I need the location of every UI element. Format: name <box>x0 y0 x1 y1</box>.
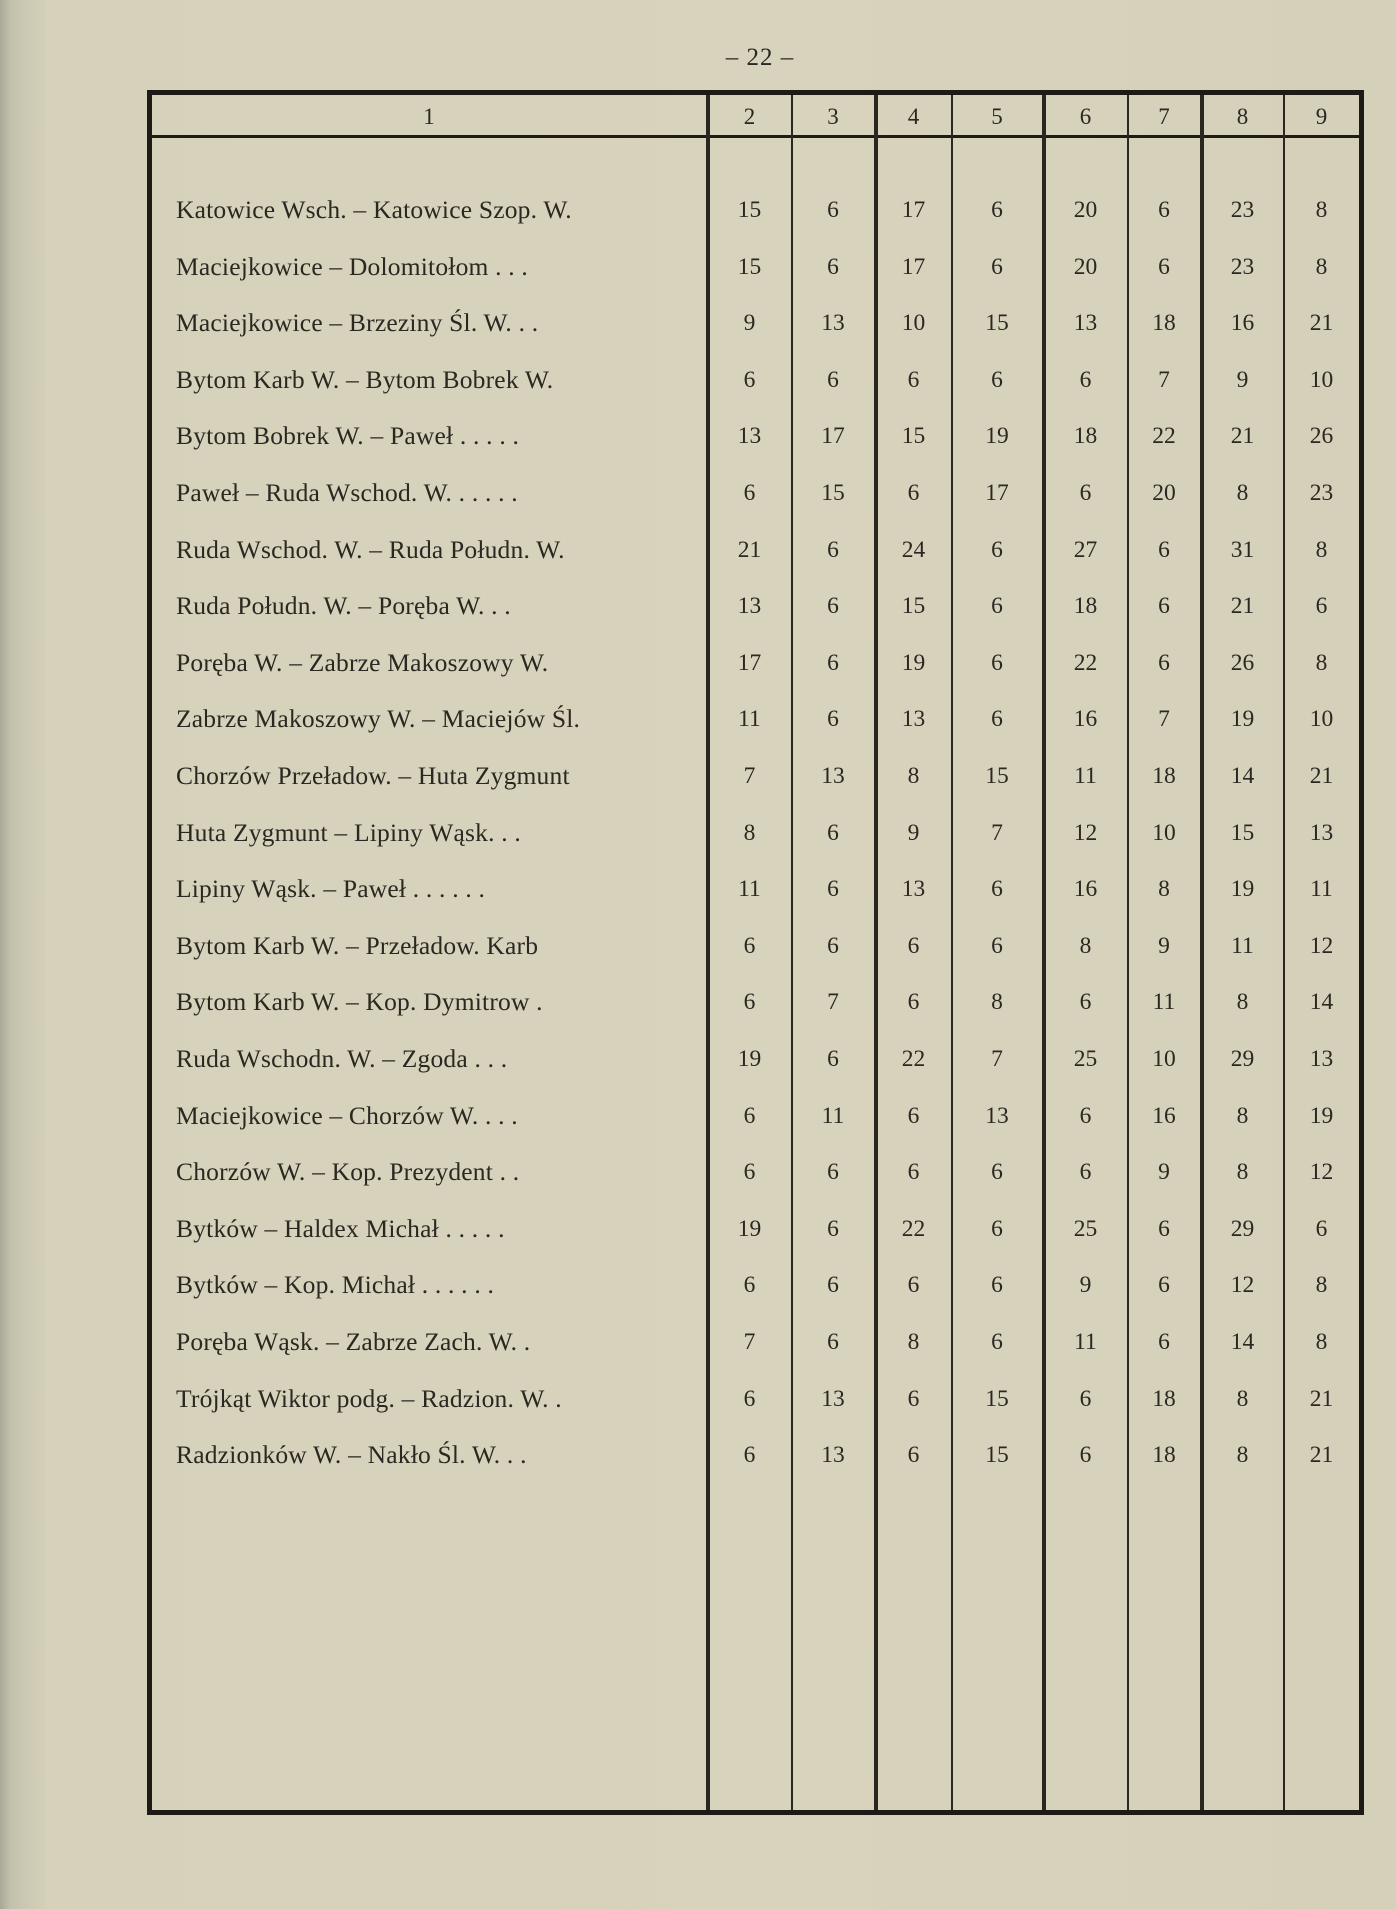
value-col-9: 26 <box>1309 423 1334 450</box>
table-row <box>152 635 1359 691</box>
value-col-5: 6 <box>991 1215 1003 1242</box>
value-col-9: 10 <box>1309 366 1334 393</box>
header-col-6: 6 <box>1079 104 1092 129</box>
route-name: Bytom Karb W. – Bytom Bobrek W. <box>176 364 554 394</box>
value-col-8: 12 <box>1230 1272 1255 1299</box>
route-name: Maciejkowice – Dolomitołom . . . <box>176 251 529 281</box>
header-col-5: 5 <box>991 104 1003 129</box>
value-col-3: 11 <box>821 1102 845 1129</box>
value-col-8: 8 <box>1236 1385 1249 1412</box>
value-col-7: 7 <box>1158 366 1170 393</box>
value-col-9: 8 <box>1315 536 1328 563</box>
table-row <box>152 918 1359 974</box>
value-col-9: 21 <box>1309 1442 1334 1469</box>
value-col-5: 6 <box>991 536 1003 563</box>
value-col-7: 6 <box>1158 253 1170 280</box>
value-col-4: 6 <box>907 480 920 506</box>
value-col-2: 15 <box>737 253 762 280</box>
value-col-6: 11 <box>1074 763 1097 789</box>
header-col-8: 8 <box>1236 104 1249 129</box>
value-col-9: 21 <box>1309 763 1334 789</box>
value-col-3: 7 <box>827 989 839 1016</box>
value-col-3: 15 <box>821 480 845 506</box>
value-col-4: 9 <box>907 819 920 846</box>
value-col-5: 6 <box>991 1329 1003 1355</box>
value-col-6: 6 <box>1079 1159 1092 1186</box>
value-col-5: 7 <box>991 1046 1003 1072</box>
value-col-6: 6 <box>1079 1102 1092 1129</box>
table-row <box>152 861 1359 917</box>
value-col-4: 6 <box>907 932 920 959</box>
value-col-8: 15 <box>1230 819 1255 846</box>
value-col-3: 6 <box>827 253 839 280</box>
value-col-8: 11 <box>1231 932 1254 959</box>
value-col-7: 6 <box>1158 593 1170 620</box>
table-row <box>152 578 1359 634</box>
table-row <box>152 352 1359 408</box>
value-col-7: 6 <box>1158 536 1170 563</box>
value-col-4: 6 <box>907 366 920 393</box>
value-col-2: 6 <box>743 366 756 393</box>
table-row <box>152 239 1359 295</box>
value-col-7: 22 <box>1152 423 1176 450</box>
value-col-8: 23 <box>1230 253 1255 280</box>
value-col-2: 6 <box>743 1159 756 1186</box>
header-col-3: 3 <box>827 104 839 129</box>
value-col-3: 13 <box>821 1442 845 1469</box>
value-col-4: 6 <box>907 1442 920 1469</box>
value-col-5: 6 <box>991 593 1003 620</box>
value-col-4: 19 <box>901 649 926 676</box>
value-col-9: 6 <box>1315 593 1328 620</box>
table-row <box>152 974 1359 1030</box>
value-col-9: 19 <box>1309 1102 1334 1129</box>
value-col-7: 18 <box>1152 763 1176 789</box>
value-col-5: 6 <box>991 706 1003 733</box>
value-col-7: 6 <box>1158 1272 1170 1299</box>
value-col-6: 12 <box>1073 819 1098 846</box>
value-col-6: 6 <box>1079 1442 1092 1469</box>
route-name: Maciejkowice – Brzeziny Śl. W. . . <box>176 308 539 338</box>
value-col-7: 10 <box>1152 819 1176 846</box>
value-col-2: 19 <box>737 1046 762 1072</box>
route-name: Ruda Połudn. W. – Poręba W. . . <box>176 591 511 621</box>
value-col-5: 17 <box>985 480 1009 506</box>
value-col-9: 13 <box>1309 1046 1334 1072</box>
value-col-2: 19 <box>737 1215 762 1242</box>
value-col-3: 6 <box>827 1272 839 1299</box>
value-col-8: 8 <box>1236 1442 1249 1469</box>
table-row <box>152 465 1359 521</box>
table-row <box>152 408 1359 464</box>
value-col-8: 26 <box>1230 649 1255 676</box>
value-col-4: 22 <box>901 1215 926 1242</box>
value-col-7: 7 <box>1158 706 1170 733</box>
value-col-9: 23 <box>1309 480 1334 506</box>
value-col-7: 11 <box>1152 989 1176 1016</box>
route-name: Katowice Wsch. – Katowice Szop. W. <box>176 195 572 224</box>
route-name: Maciejkowice – Chorzów W. . . . <box>176 1100 518 1130</box>
value-col-2: 8 <box>743 819 756 846</box>
value-col-5: 6 <box>991 1272 1003 1299</box>
value-col-2: 21 <box>737 536 762 563</box>
value-col-5: 6 <box>991 1159 1003 1186</box>
value-col-2: 13 <box>737 593 762 620</box>
value-col-5: 19 <box>985 423 1009 450</box>
route-name: Bytom Bobrek W. – Paweł . . . . . <box>176 421 520 451</box>
value-col-7: 18 <box>1152 310 1176 337</box>
value-col-2: 17 <box>737 649 762 676</box>
value-col-4: 15 <box>901 423 926 450</box>
value-col-3: 17 <box>821 423 845 450</box>
header-divider <box>152 135 1359 138</box>
value-col-2: 15 <box>737 197 762 223</box>
value-col-4: 6 <box>907 1159 920 1186</box>
value-col-3: 6 <box>827 1215 839 1242</box>
value-col-9: 8 <box>1315 1272 1328 1299</box>
value-col-2: 6 <box>743 989 756 1016</box>
value-col-3: 13 <box>821 1385 845 1412</box>
value-col-8: 23 <box>1230 197 1255 223</box>
value-col-6: 18 <box>1073 593 1098 620</box>
value-col-3: 6 <box>827 197 839 223</box>
page-number: – 22 – <box>725 44 795 71</box>
value-col-7: 18 <box>1152 1442 1176 1469</box>
value-col-8: 8 <box>1236 1159 1249 1186</box>
value-col-4: 24 <box>901 536 926 563</box>
value-col-6: 6 <box>1079 480 1092 506</box>
table-row <box>152 805 1359 861</box>
value-col-4: 22 <box>901 1046 926 1072</box>
route-name: Poręba W. – Zabrze Makoszowy W. <box>176 647 549 677</box>
value-col-2: 11 <box>738 706 761 733</box>
table-row <box>152 1088 1359 1144</box>
route-name: Chorzów W. – Kop. Prezydent . . <box>176 1157 520 1187</box>
route-name: Chorzów Przeładow. – Huta Zygmunt <box>176 761 570 790</box>
value-col-5: 15 <box>985 310 1009 337</box>
value-col-4: 10 <box>901 310 926 337</box>
value-col-9: 12 <box>1309 1159 1334 1186</box>
table-row <box>152 1257 1359 1313</box>
value-col-8: 31 <box>1230 536 1255 563</box>
value-col-8: 29 <box>1230 1215 1255 1242</box>
value-col-7: 6 <box>1158 1329 1170 1355</box>
value-col-8: 14 <box>1230 1329 1255 1355</box>
value-col-9: 12 <box>1309 932 1334 959</box>
value-col-7: 18 <box>1152 1385 1176 1412</box>
value-col-6: 6 <box>1079 1385 1092 1412</box>
table-row <box>152 748 1359 804</box>
value-col-6: 27 <box>1073 536 1098 563</box>
value-col-2: 13 <box>737 423 762 450</box>
header-col-1: 1 <box>423 104 435 129</box>
route-name: Bytom Karb W. – Przeładow. Karb <box>176 930 539 960</box>
value-col-5: 8 <box>991 989 1003 1016</box>
value-col-2: 9 <box>743 310 756 337</box>
value-col-2: 6 <box>743 1385 756 1412</box>
value-col-8: 21 <box>1230 593 1255 620</box>
value-col-3: 6 <box>827 819 839 846</box>
table-row <box>152 1427 1359 1483</box>
value-col-4: 6 <box>907 1385 920 1412</box>
value-col-7: 10 <box>1152 1046 1176 1072</box>
value-col-4: 8 <box>907 1329 920 1355</box>
value-col-6: 9 <box>1079 1272 1092 1299</box>
value-col-9: 8 <box>1315 649 1328 676</box>
value-col-4: 6 <box>907 989 920 1016</box>
value-col-9: 8 <box>1315 253 1328 280</box>
value-col-2: 6 <box>743 1442 756 1469</box>
value-col-2: 7 <box>743 763 756 789</box>
value-col-3: 6 <box>827 932 839 959</box>
value-col-6: 6 <box>1079 989 1092 1016</box>
value-col-6: 18 <box>1073 423 1098 450</box>
value-col-6: 25 <box>1073 1215 1098 1242</box>
table-row <box>152 1144 1359 1200</box>
value-col-5: 15 <box>985 1385 1009 1412</box>
value-col-9: 6 <box>1315 1215 1328 1242</box>
value-col-8: 16 <box>1230 310 1255 337</box>
value-col-6: 16 <box>1073 706 1098 733</box>
value-col-8: 8 <box>1236 1102 1249 1129</box>
value-col-6: 22 <box>1073 649 1098 676</box>
value-col-7: 6 <box>1158 197 1170 223</box>
header-col-7: 7 <box>1158 104 1170 129</box>
route-name: Paweł – Ruda Wschod. W. . . . . . <box>176 478 518 507</box>
value-col-5: 7 <box>991 819 1003 846</box>
value-col-8: 19 <box>1230 706 1255 733</box>
value-col-4: 8 <box>907 763 920 789</box>
route-name: Ruda Wschod. W. – Ruda Połudn. W. <box>176 534 565 564</box>
value-col-6: 25 <box>1073 1046 1098 1072</box>
value-col-6: 13 <box>1073 310 1098 337</box>
value-col-3: 13 <box>821 310 845 337</box>
header-col-9: 9 <box>1315 104 1328 129</box>
value-col-6: 20 <box>1073 197 1098 223</box>
value-col-4: 13 <box>901 706 926 733</box>
value-col-5: 13 <box>985 1102 1009 1129</box>
value-col-5: 6 <box>991 197 1003 223</box>
value-col-2: 7 <box>743 1329 756 1355</box>
value-col-9: 21 <box>1309 310 1334 337</box>
route-name: Bytków – Haldex Michał . . . . . <box>176 1213 505 1243</box>
value-col-5: 6 <box>991 649 1003 676</box>
value-col-7: 8 <box>1158 876 1170 903</box>
value-col-3: 6 <box>827 593 839 620</box>
table-row <box>152 1031 1359 1087</box>
value-col-5: 6 <box>991 876 1003 903</box>
value-col-9: 13 <box>1309 819 1334 846</box>
value-col-4: 17 <box>901 253 926 280</box>
route-name: Trójkąt Wiktor podg. – Radzion. W. . <box>176 1383 562 1413</box>
value-col-9: 11 <box>1310 876 1333 903</box>
value-col-4: 6 <box>907 1102 920 1129</box>
table-row <box>152 1314 1359 1370</box>
value-col-2: 11 <box>738 876 761 903</box>
value-col-6: 20 <box>1073 253 1098 280</box>
value-col-3: 6 <box>827 536 839 563</box>
value-col-5: 6 <box>991 366 1003 393</box>
value-col-6: 8 <box>1079 932 1092 959</box>
header-col-2: 2 <box>743 104 756 129</box>
value-col-4: 13 <box>901 876 926 903</box>
table-row <box>152 691 1359 747</box>
value-col-3: 6 <box>827 1159 839 1186</box>
value-col-8: 8 <box>1236 989 1249 1016</box>
value-col-6: 11 <box>1074 1329 1097 1355</box>
value-col-3: 6 <box>827 1329 839 1355</box>
value-col-8: 9 <box>1236 366 1249 393</box>
route-name: Bytom Karb W. – Kop. Dymitrow . <box>176 987 543 1017</box>
route-name: Bytków – Kop. Michał . . . . . . <box>176 1270 495 1300</box>
table-row <box>152 522 1359 578</box>
value-col-3: 13 <box>821 763 845 789</box>
value-col-4: 15 <box>901 593 926 620</box>
value-col-7: 6 <box>1158 1215 1170 1242</box>
header-col-4: 4 <box>907 104 920 129</box>
route-name: Poręba Wąsk. – Zabrze Zach. W. . <box>176 1327 531 1356</box>
value-col-8: 19 <box>1230 876 1255 903</box>
value-col-2: 6 <box>743 1272 756 1299</box>
value-col-5: 6 <box>991 253 1003 280</box>
value-col-9: 14 <box>1309 989 1334 1016</box>
value-col-3: 6 <box>827 706 839 733</box>
book-binding-edge <box>0 0 46 1909</box>
value-col-3: 6 <box>827 366 839 393</box>
route-name: Radzionków W. – Nakło Śl. W. . . <box>176 1440 527 1470</box>
value-col-9: 21 <box>1309 1385 1334 1412</box>
table-row <box>152 1371 1359 1427</box>
value-col-7: 6 <box>1158 649 1170 676</box>
value-col-5: 15 <box>985 1442 1009 1469</box>
value-col-7: 9 <box>1158 932 1170 959</box>
value-col-8: 21 <box>1230 423 1255 450</box>
value-col-2: 6 <box>743 932 756 959</box>
value-col-7: 20 <box>1152 480 1176 506</box>
route-name: Ruda Wschodn. W. – Zgoda . . . <box>176 1044 508 1073</box>
value-col-7: 9 <box>1158 1159 1170 1186</box>
value-col-4: 6 <box>907 1272 920 1299</box>
route-name: Zabrze Makoszowy W. – Maciejów Śl. <box>176 704 581 734</box>
value-col-4: 17 <box>901 197 926 223</box>
table-row <box>152 182 1359 238</box>
value-col-3: 6 <box>827 1046 839 1072</box>
value-col-7: 16 <box>1152 1102 1176 1129</box>
value-col-3: 6 <box>827 649 839 676</box>
value-col-5: 15 <box>985 763 1009 789</box>
value-col-9: 8 <box>1315 197 1328 223</box>
value-col-2: 6 <box>743 1102 756 1129</box>
table-row <box>152 295 1359 351</box>
value-col-3: 6 <box>827 876 839 903</box>
route-name: Lipiny Wąsk. – Paweł . . . . . . <box>176 874 486 904</box>
value-col-5: 6 <box>991 932 1003 959</box>
value-col-6: 6 <box>1079 366 1092 393</box>
table-row <box>152 1201 1359 1257</box>
value-col-6: 16 <box>1073 876 1098 903</box>
route-name: Huta Zygmunt – Lipiny Wąsk. . . <box>176 817 521 847</box>
value-col-2: 6 <box>743 480 756 506</box>
value-col-8: 14 <box>1230 763 1255 789</box>
value-col-9: 8 <box>1315 1329 1328 1355</box>
value-col-8: 29 <box>1230 1046 1255 1072</box>
value-col-9: 10 <box>1309 706 1334 733</box>
value-col-8: 8 <box>1236 480 1249 506</box>
